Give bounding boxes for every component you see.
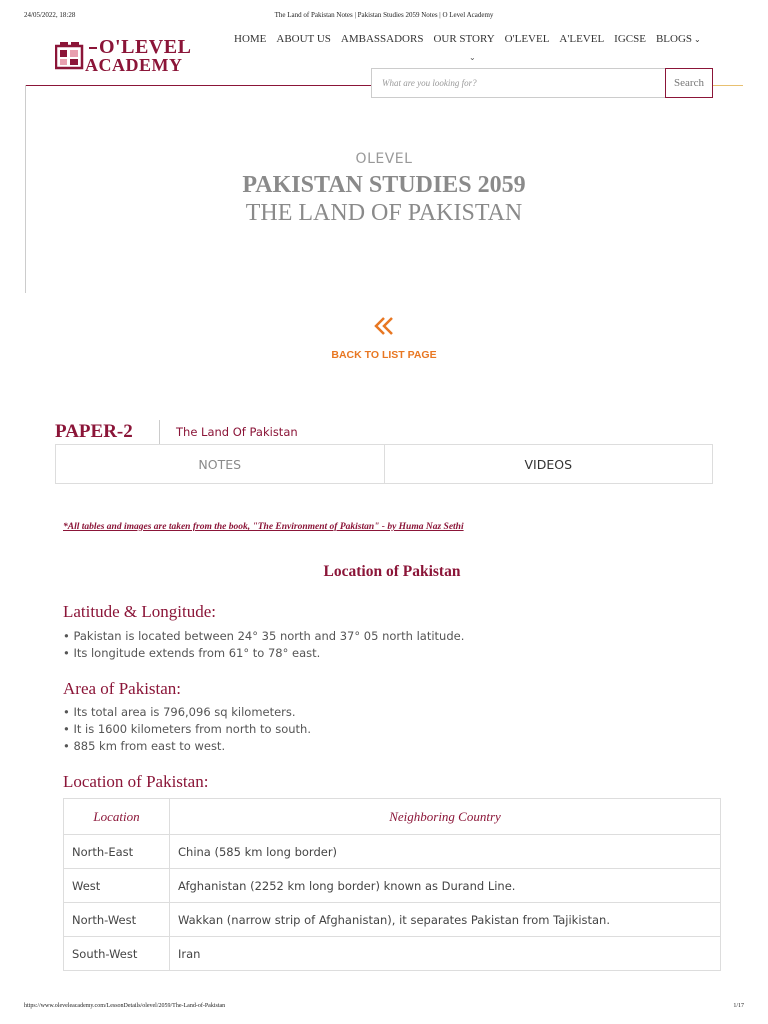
table-header-row (64, 799, 721, 835)
table-row (64, 835, 721, 869)
logo-line1: O'LEVEL (99, 36, 192, 58)
table-cell-neighbor: Afghanistan (2252 km long border) known as Durand Line. (170, 869, 721, 903)
area-heading: Area of Pakistan: (63, 679, 182, 698)
table-cell-location: North-East (64, 835, 170, 869)
tab-notes[interactable]: NOTES (56, 445, 385, 483)
nav-blogs[interactable] (651, 33, 706, 45)
hero-subject: PAKISTAN STUDIES 2059 (242, 172, 526, 198)
section-title: Location of Pakistan (323, 563, 461, 580)
logo-book-icon (55, 40, 85, 72)
print-url: https://www.oleveleacademy.com/LessonDetails/olevel/2059/The-Land-of-Pakistan (24, 1003, 226, 1009)
header-divider (26, 85, 372, 86)
column-header-location: Location (64, 799, 170, 835)
back-to-list-link[interactable]: BACK TO LIST PAGE (331, 349, 437, 361)
table-row (64, 937, 721, 971)
print-title: The Land of Pakistan Notes | Pakistan Studies 2059 Notes | O Level Academy (274, 11, 494, 19)
chevron-down-icon: ⌄ (694, 35, 701, 44)
table-cell-neighbor: China (585 km long border) (170, 835, 721, 869)
latlong-heading: Latitude & Longitude: (63, 602, 216, 621)
hero-level: OLEVEL (355, 151, 413, 167)
main-nav (234, 33, 706, 45)
table-cell-neighbor: Iran (170, 937, 721, 971)
list-item: • Its longitude extends from 61° to 78° east. (63, 646, 321, 660)
table-row (64, 903, 721, 937)
nav-igcse[interactable]: IGCSE (614, 33, 646, 45)
nav-alevel[interactable]: A'LEVEL (559, 33, 605, 45)
double-chevron-left-icon[interactable] (372, 314, 396, 338)
content-tabs (55, 444, 713, 484)
search-bar (371, 68, 713, 98)
location-heading: Location of Pakistan: (63, 772, 209, 791)
search-input[interactable] (371, 68, 667, 98)
chevron-down-icon[interactable]: ⌄ (469, 53, 476, 62)
table-cell-neighbor: Wakkan (narrow strip of Afghanistan), it separates Pakistan from Tajikistan. (170, 903, 721, 937)
list-item: • It is 1600 kilometers from north to south. (63, 722, 311, 736)
list-item: • 885 km from east to west. (63, 739, 226, 753)
table-cell-location: North-West (64, 903, 170, 937)
search-button[interactable]: Search (665, 68, 713, 98)
site-logo[interactable] (55, 38, 205, 78)
nav-olevel[interactable]: O'LEVEL (504, 33, 550, 45)
table-cell-location: West (64, 869, 170, 903)
paper-label: PAPER-2 (55, 421, 133, 442)
column-header-neighbor: Neighboring Country (170, 799, 721, 835)
hero-topic: THE LAND OF PAKISTAN (245, 200, 523, 226)
nav-about[interactable]: ABOUT US (276, 33, 331, 45)
tab-videos[interactable]: VIDEOS (524, 456, 573, 472)
print-page-number: 1/17 (733, 1003, 744, 1009)
paper-divider (159, 420, 160, 444)
list-item: • Pakistan is located between 24° 35 north and 37° 05 north latitude. (63, 629, 465, 643)
paper-topic: The Land Of Pakistan (176, 425, 298, 439)
logo-line2: ACADEMY (85, 55, 183, 75)
table-cell-location: South-West (64, 937, 170, 971)
header-divider-accent (713, 85, 743, 86)
nav-our-story[interactable]: OUR STORY (433, 33, 495, 45)
location-table (63, 798, 721, 971)
logo-text (85, 36, 192, 75)
table-row (64, 869, 721, 903)
nav-blogs-label: BLOGS (655, 33, 693, 45)
list-item: • Its total area is 796,096 sq kilometers. (63, 705, 296, 719)
nav-ambassadors[interactable]: AMBASSADORS (340, 33, 424, 45)
source-disclaimer: *All tables and images are taken from the book, "The Environment of Pakistan" - by Huma Naz Sethi (63, 522, 464, 532)
print-date: 24/05/2022, 18:28 (24, 11, 76, 19)
nav-home[interactable]: HOME (234, 33, 267, 45)
